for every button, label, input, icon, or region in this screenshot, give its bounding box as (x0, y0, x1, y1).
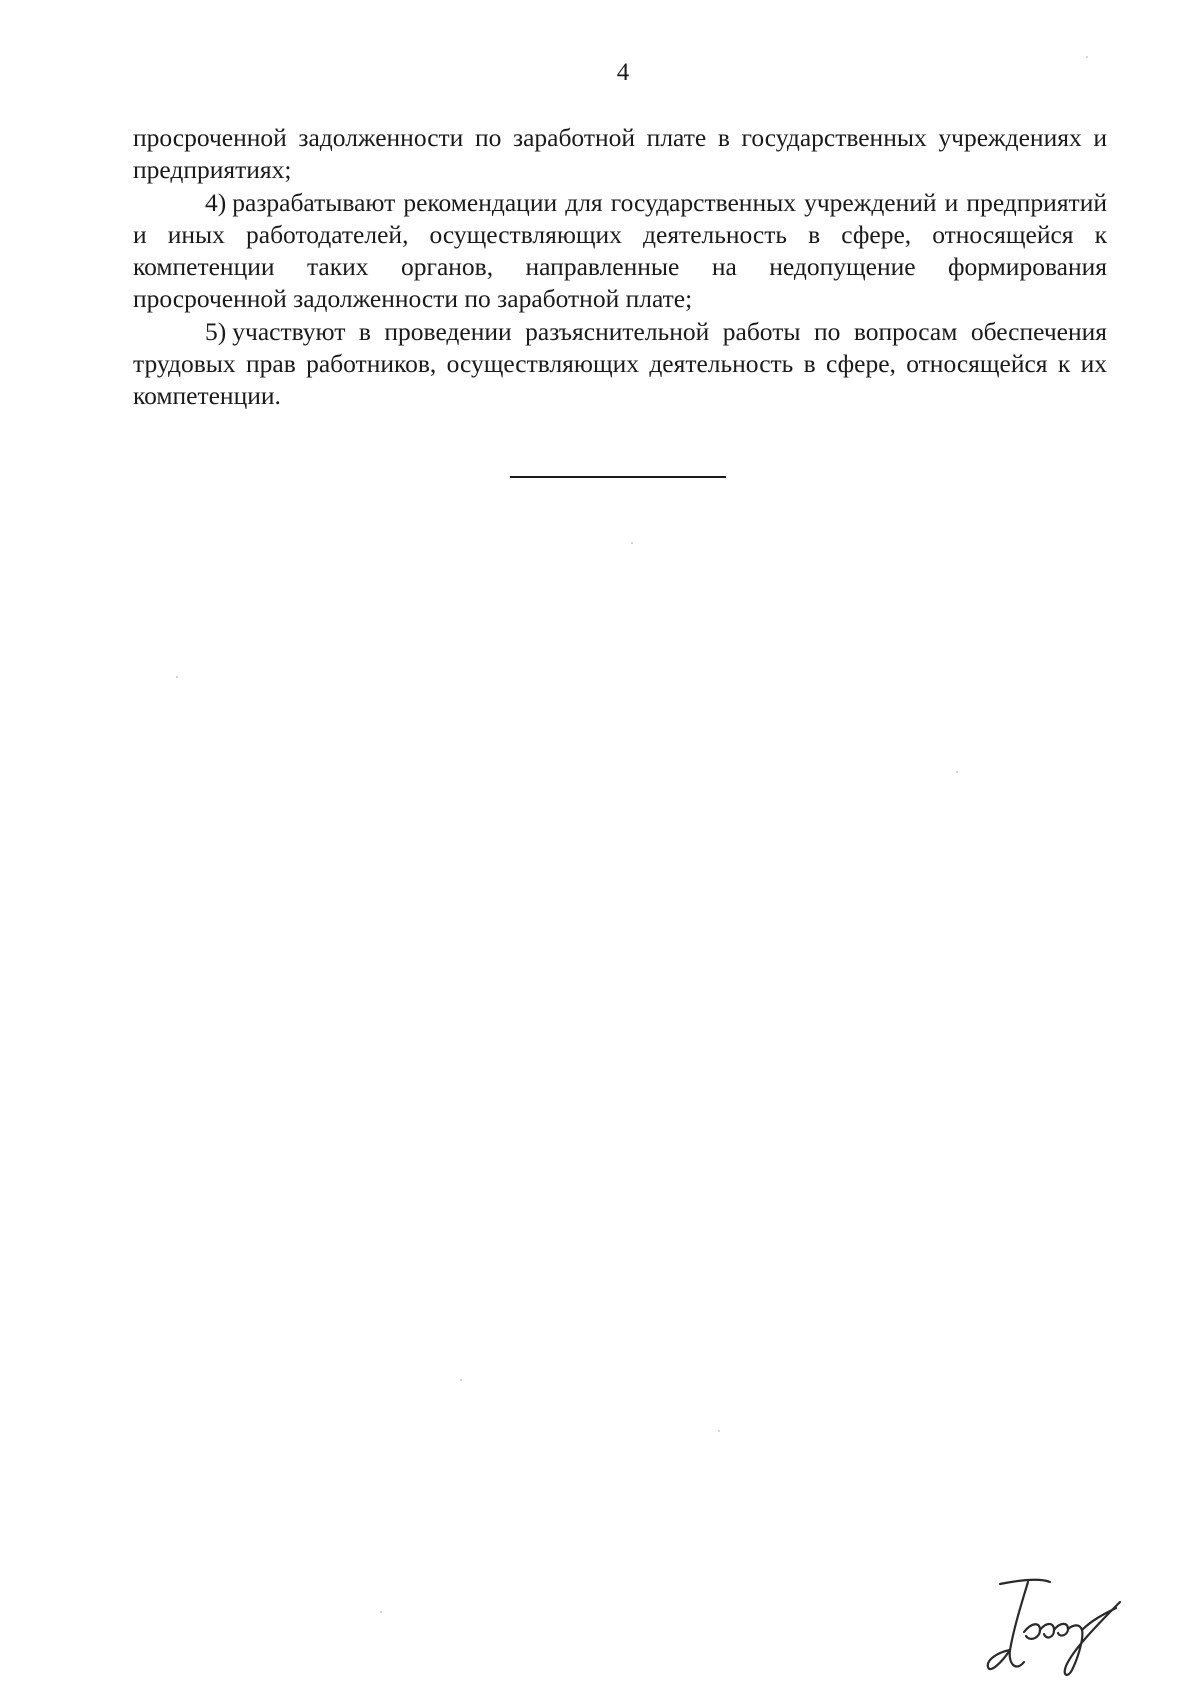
list-item-number: 5) (205, 316, 227, 346)
scan-speck (956, 771, 958, 773)
paragraph-continuation (133, 122, 1107, 187)
handwritten-signature (980, 1572, 1130, 1682)
scan-speck (631, 542, 633, 544)
scan-speck (380, 1611, 382, 1613)
scan-speck (1086, 56, 1088, 58)
page-number: 4 (616, 59, 630, 86)
end-of-text-rule (510, 476, 726, 478)
list-item-4 (133, 187, 1107, 316)
document-body (133, 122, 1107, 413)
paragraph-text: просроченной задолженности по заработной плате в государственных учреждениях и предприятиях; (133, 123, 1107, 185)
scan-speck (176, 676, 178, 678)
list-item-number: 4) (205, 187, 227, 217)
paragraph-text: участвуют в проведении разъяснительной работы по вопросам обеспечения трудовых прав работников, осуществляющих деятельность в сфере, относящейся к их компетенции. (133, 316, 1107, 411)
scan-speck (460, 1379, 462, 1381)
scan-speck (718, 1430, 720, 1432)
list-item-5 (133, 316, 1107, 413)
paragraph-text: разрабатывают рекомендации для государственных учреждений и предприятий и иных работодателей, осуществляющих деятельность в сфере, относящейся к компетенции таких органов, направленные на недопущение формирования просроченной задолженности по заработной плате; (133, 187, 1107, 314)
